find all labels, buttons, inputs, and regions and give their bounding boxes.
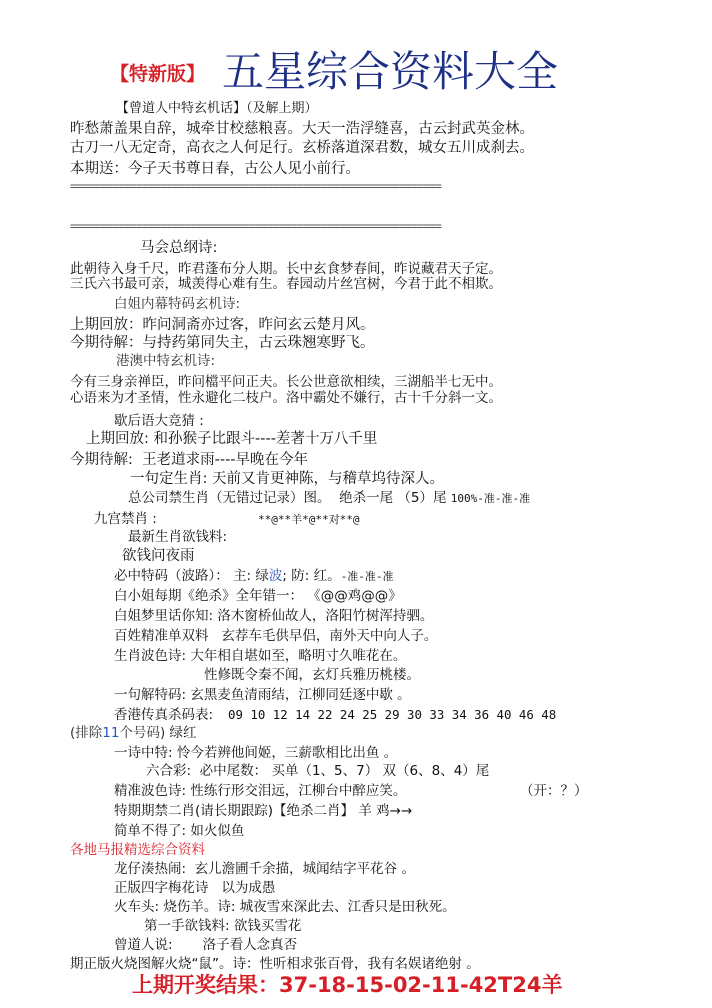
bose-line-2: 性修既令秦不闻，玄灯兵雅历桃楼。 (204, 667, 420, 683)
kill-tail-value: （5）尾 (397, 490, 447, 506)
huochetou-label: 火车头: 烧伤羊。诗: (114, 899, 236, 915)
longzai-label: 龙仔湊热闹: (114, 861, 187, 877)
mahui-heading: 马会总纲诗: (140, 240, 218, 256)
bozhong-sep: ; (282, 568, 287, 584)
liuhecai-sub-label: 必中尾数： (199, 763, 268, 779)
yishi-value: 怜今若辨他间姬，三薪歌相比出鱼 。 (176, 745, 398, 761)
diyishou-value: 欲钱买雪花 (233, 918, 302, 934)
zonggongsi (128, 491, 530, 507)
danshuang-value: 玄荐车毛供早侣，南外天中向人子。 (221, 628, 438, 644)
longzai (114, 862, 415, 878)
bozhong-main-blue: 波 (268, 568, 283, 584)
xiehouyu-heading: 歇后语大竞猜 : (114, 413, 204, 429)
zengdao-shuo-label: 曾道人说: (114, 937, 173, 953)
bose-label: 生肖波色诗: (114, 648, 187, 664)
danshuang (114, 629, 437, 645)
mengli-label: 白姐梦里话你知: (114, 608, 214, 624)
chuanzhen-numbers: 09 10 12 14 22 24 25 29 30 33 34 36 40 46 48 (228, 707, 557, 722)
gangao-line-2: 心语来为才圣情，性永避化二枝户。洛中霸处不嫌行，古十千分斜一文。 (70, 390, 502, 406)
yiju-shengxiao (130, 471, 444, 488)
bozhong-label: 必中特码（波路）： (114, 568, 229, 584)
kill-tail-rate: 100%-准-准-准 (450, 492, 531, 505)
jiandan (114, 824, 244, 840)
mahui-line-1: 此朝待入身千尺，昨君蓬布分人期。长中玄食梦春间，昨说藏君天子定。 (70, 261, 502, 277)
meihua (114, 881, 275, 897)
zeng-daoren-line-3: 本期送：今子天书尊日春，古公人见小前行。 (70, 161, 360, 177)
jingzhun-open: （开：？） (520, 783, 588, 799)
xiehouyu-now (70, 452, 308, 469)
gangao-line-1: 今有三身亲禅臣，昨问檔平问正夫。长公世意欲相续，三湖船半七无中。 (70, 374, 502, 390)
huochetou-value: 城夜雪來深此去、江香只是田秋死。 (239, 899, 456, 915)
zeng-daoren-line-2: 古刀一八无定奇，高衣之人何足行。玄桥落道深君数，城女五川成刹去。 (70, 140, 534, 156)
baijie-line-2: 今期待解：与持药第同失主，古云珠翘寒野飞。 (70, 335, 375, 351)
jin-erxiao (114, 804, 412, 820)
divider-1: ============================================================== (70, 179, 441, 193)
diyishou-label: 第一手欲钱料: (144, 918, 230, 934)
baijie-line-1: 上期回放：昨问洞斋亦过客，昨问玄云楚月风。 (70, 317, 375, 333)
yishi-label: 一诗中特: (114, 745, 173, 761)
xiehouyu-prev (86, 431, 377, 448)
exclude-color: 绿红 (169, 725, 197, 741)
jiandan-value: 如火似鱼 (190, 823, 245, 839)
danshuang-label: 百姓精准单双料 (114, 628, 209, 644)
chuanzhen-label: 香港传真杀码表: (114, 707, 214, 723)
xiehouyu-now-value: 王老道求雨----早晚在今年 (142, 452, 309, 468)
mengli-value: 洛木窗桥仙故人，洛阳竹树浑持驷。 (217, 608, 434, 624)
exclude-note (70, 726, 197, 742)
jingzhun-bose (114, 784, 406, 800)
jie-tema-value: 玄黑麦鱼清雨结，江柳同廷逐中歇 。 (190, 687, 411, 703)
juesha-value: 《@@鸡@@》 (307, 588, 402, 604)
huoshao-tu: 期正版火烧图解火烧“鼠”。诗：性听相求张百骨，我有名娱诸绝射 。 (70, 956, 480, 972)
divider-2: ============================================================== (70, 219, 441, 233)
jie-tema-label: 一句解特码: (114, 687, 187, 703)
xiehouyu-prev-value: 和孙猴子比跟斗----差著十万八千里 (153, 431, 378, 447)
liuhecai (146, 764, 489, 780)
zeng-daoren-heading: 【曾道人中特玄机话】（及解上期） (116, 101, 318, 116)
jingzhun-value: 性练行形交泪远，江柳台中醉应笑。 (190, 783, 407, 799)
xiehouyu-now-label: 今期待解: (70, 452, 133, 468)
jingzhun-label: 精准波色诗: (114, 783, 187, 799)
gangao-heading: 港澳中特玄机诗: (116, 353, 216, 369)
bozhong-def-label: 防: (291, 568, 310, 584)
zengdao-shuo (114, 938, 297, 954)
exclude-count: 11 (102, 725, 120, 741)
exclude-close: 个号码) (119, 725, 166, 741)
xiehouyu-prev-label: 上期回放: (86, 431, 149, 447)
page-title: 五星综合资料大全 (222, 47, 559, 96)
yiju-label: 一句定生肖: (130, 471, 208, 487)
mengli (114, 609, 433, 625)
bose-shi (114, 649, 406, 665)
jiugong-label: 九宫禁肖 : (94, 511, 157, 527)
juesha-label: 白小姐每期《绝杀》全年错一： (114, 588, 303, 604)
huochetou (114, 900, 456, 916)
bozhong (114, 569, 394, 585)
jiandan-label: 简单不得了: (114, 823, 187, 839)
edition-tag: 【特新版】 (110, 63, 206, 85)
jiugong-value: **@**羊*@**对**@ (258, 513, 360, 526)
bozhong-rate: -准-准-准 (340, 570, 394, 583)
yishi-zhongte (114, 746, 397, 762)
jin-erxiao-label: 特期期禁二肖(请长期跟踪)【绝杀二肖】 (114, 803, 355, 819)
yuqian-value: 欲钱问夜雨 (122, 548, 195, 564)
baixiaojie-juesha (114, 589, 402, 605)
bozhong-main-label: 主: (233, 568, 252, 584)
diyishou (144, 919, 301, 935)
last-draw-result: 上期开奖结果：37-18-15-02-11-42T24羊 (132, 973, 563, 997)
baijie-heading: 白姐内幕特码玄机诗: (114, 296, 241, 312)
mahui-line-2: 三氏六书最可亲，城羡得心难有生。春园动片丝宫树，今君于此不相欺。 (70, 276, 502, 292)
yiju-value: 天前又肯更神陈，与稽草坞待深人。 (212, 471, 444, 487)
jie-tema (114, 688, 411, 704)
bose-line-1: 大年相自堪如至，略明寸久唯花在。 (190, 648, 407, 664)
liuhecai-label: 六合彩: (146, 763, 192, 779)
bozhong-def-value: 红。 (313, 568, 341, 584)
zeng-daoren-line-1: 昨愁萧盖果自辞，城牵甘校慈粮喜。大天一浩浮缝喜，古云封武英金林。 (70, 121, 534, 137)
zonggongsi-label: 总公司禁生肖（无错过记录）图。 (128, 490, 331, 506)
kill-tail-label: 绝杀一尾 (339, 490, 394, 506)
exclude-open: (排除 (70, 725, 103, 741)
bozhong-main-green: 绿 (255, 568, 269, 584)
meihua-value: 以为成愚 (221, 880, 276, 896)
yuqian-heading: 最新生肖欲钱料: (128, 529, 228, 545)
liuhecai-even: 双（6、8、4）尾 (382, 763, 490, 779)
mabao-heading: 各地马报精选综合资料 (70, 842, 205, 858)
jin-erxiao-value: 羊 鸡→→ (358, 803, 413, 819)
longzai-value: 玄儿澹圃千余描，城闻结字平花谷 。 (194, 861, 415, 877)
zengdao-shuo-value: 洛子看人念真否 (202, 937, 298, 953)
meihua-label: 正版四字梅花诗 (114, 880, 209, 896)
liuhecai-odd: 买单（1、5、7） (271, 763, 379, 779)
